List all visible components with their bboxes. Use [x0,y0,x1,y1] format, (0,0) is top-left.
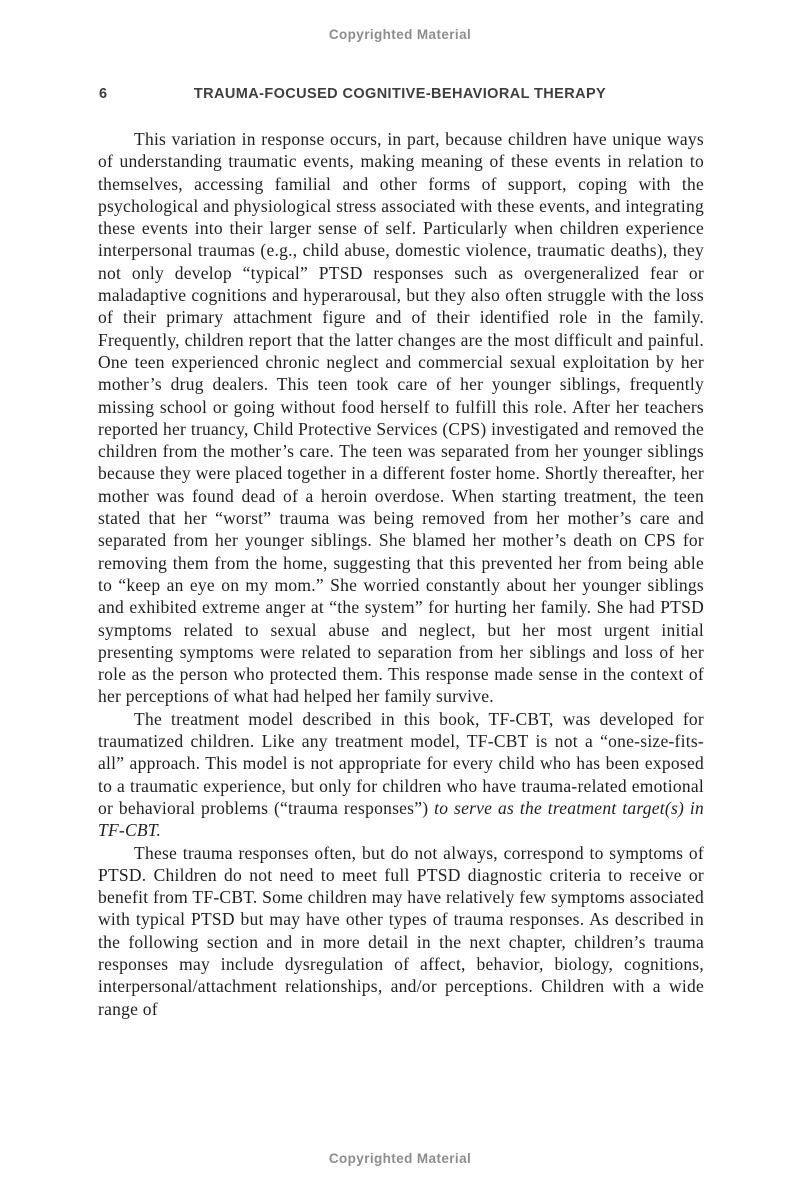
paragraph [98,842,704,1020]
paragraph [98,128,704,708]
page-body [98,128,704,1020]
paragraph-text: These trauma responses often, but do not always, correspond to symptoms of PTSD. Children do not need to meet full PTSD diagnostic criteria to receive or benefit from TF-CBT. Some children may have relatively few symptoms associated with typical PTSD but may have other types of trauma responses. As described in the following section and in more detail in the next chapter, children’s trauma responses may include dysregulation of affect, behavior, biology, cognitions, interpersonal/attachment relationships, and/or perceptions. Children with a wide range of [98,842,704,1019]
running-header-title: TRAUMA-FOCUSED COGNITIVE-BEHAVIORAL THERAPY [193,86,607,102]
paragraph-text: This variation in response occurs, in part, because children have unique ways of understanding traumatic events, making meaning of these events in relation to themselves, accessing familial and other forms of support, coping with the psychological and physiological stress associated with these events, and integrating these events into their larger sense of self. Particularly when children experience interpersonal traumas (e.g., child abuse, domestic violence, traumatic deaths), they not only develop “typical” PTSD responses such as overgeneralized fear or maladaptive cognitions and hyperarousal, but they also often struggle with the loss of their primary attachment figure and of their identified role in the family. Frequently, children report that the latter changes are the most difficult and painful. One teen experienced chronic neglect and commercial sexual exploitation by her mother’s drug dealers. This teen took care of her younger siblings, frequently missing school or going without food herself to fulfill this role. After her teachers reported her truancy, Child Protective Services (CPS) investigated and removed the children from the mother’s care. The teen was separated from her younger siblings because they were placed together in a different foster home. Shortly thereafter, her mother was found dead of a heroin overdose. When starting treatment, the teen stated that her “worst” trauma was being removed from her mother’s care and separated from her younger siblings. She blamed her mother’s death on CPS for removing them from the home, suggesting that this prevented her from being able to “keep an eye on my mom.” She worried constantly about her younger siblings and exhibited extreme anger at “the system” for hurting her family. She had PTSD symptoms related to sexual abuse and neglect, but her most urgent initial presenting symptoms were related to separation from her siblings and loss of her role as the person who protected them. This response made sense in the context of her perceptions of what had helped her family survive. [98,129,704,707]
paragraph [98,708,704,842]
page-number: 6 [99,86,108,102]
copyright-notice-bottom: Copyrighted Material [328,1151,472,1166]
paragraph-italic-text: to serve as the treatment target(s) in TF-CBT. [98,797,704,841]
copyright-notice-top: Copyrighted Material [328,27,472,42]
paragraph-text: The treatment model described in this book, TF-CBT, was developed for traumatized children. Like any treatment model, TF-CBT is not a “one-size-fits-all” approach. This model is not appropriate for every child who has been exposed to a traumatic experience, but only for children who have trauma-related emotional or behavioral problems (“trauma responses”) [98,708,704,818]
running-header [0,86,800,102]
